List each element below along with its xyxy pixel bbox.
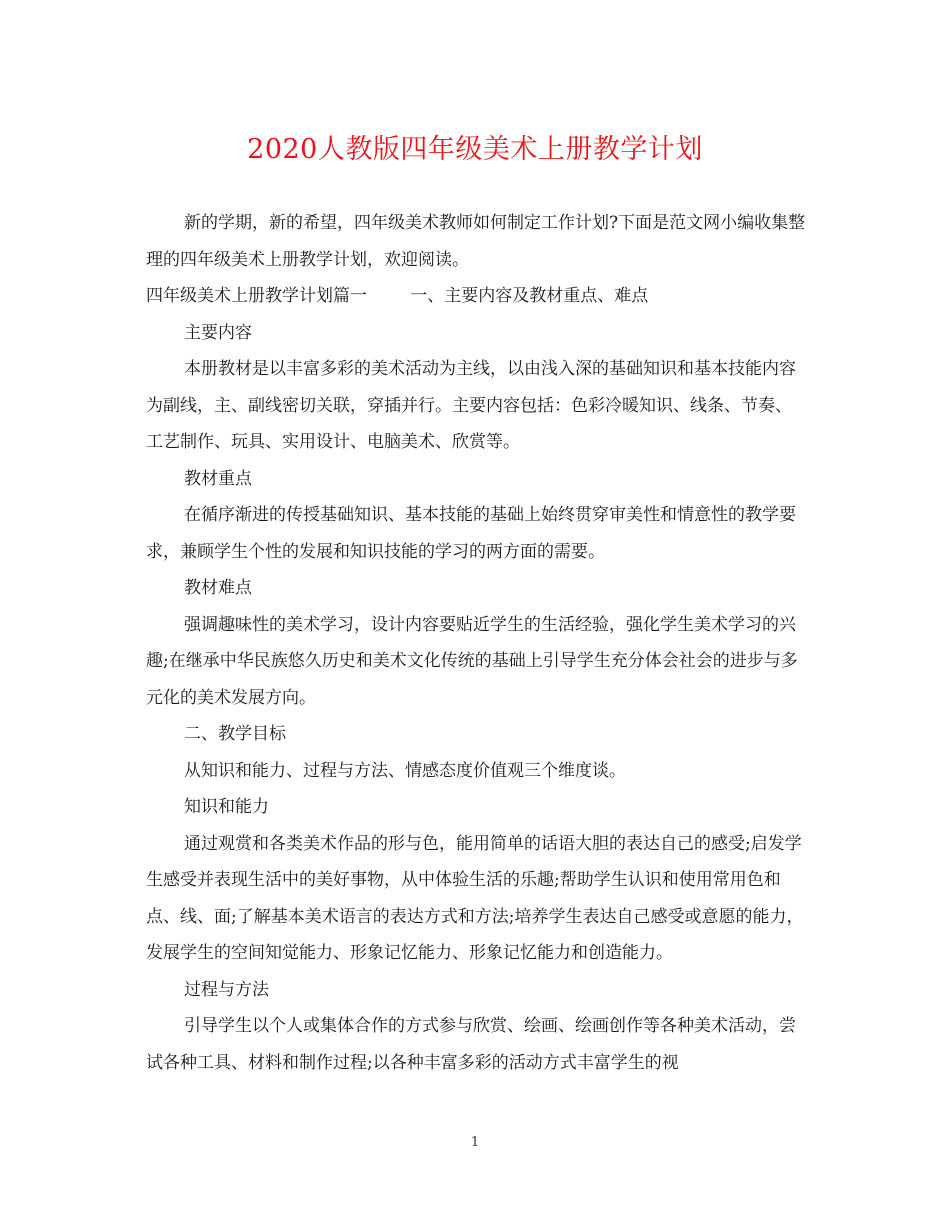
document-title: 2020人教版四年级美术上册教学计划 <box>247 134 703 165</box>
page-number: 1 <box>470 1135 480 1150</box>
subheading-process-method: 过程与方法 <box>184 979 269 1000</box>
paragraph-difficulties: 强调趣味性的美术学习，设计内容要贴近学生的生活经验，强化学生美术学习的兴趣;在继承中华民族悠久历史和美术文化传统的基础上引导学生充分体会社会的进步与多元化的美术发展方向。 <box>146 614 798 708</box>
section-heading-plan-one: 四年级美术上册教学计划篇一 一、主要内容及教材重点、难点 <box>146 286 649 306</box>
paragraph-process-method: 引导学生以个人或集体合作的方式参与欣赏、绘画、绘画创作等各种美术活动，尝试各种工具、材料和制作过程;以各种丰富多彩的活动方式丰富学生的视 <box>146 1016 796 1073</box>
paragraph-three-dimensions: 从知识和能力、过程与方法、情感态度价值观三个维度谈。 <box>184 760 626 781</box>
document-body <box>146 205 806 1081</box>
paragraph-intro: 新的学期，新的希望，四年级美术教师如何制定工作计划?下面是范文网小编收集整理的四年级美术上册教学计划，欢迎阅读。 <box>146 213 806 270</box>
subheading-difficulties: 教材难点 <box>184 578 252 598</box>
subheading-main-content: 主要内容 <box>184 322 252 343</box>
paragraph-main-content: 本册教材是以丰富多彩的美术活动为主线，以由浅入深的基础知识和基本技能内容为副线，主、副线密切关联，穿插并行。主要内容包括：色彩冷暖知识、线条、节奏、工艺制作、玩具、实用设计、电脑美术、欣赏等。 <box>146 359 796 452</box>
subheading-knowledge-ability: 知识和能力 <box>184 797 269 817</box>
section-heading-teaching-goals: 二、教学目标 <box>184 724 286 744</box>
paragraph-knowledge-ability: 通过观赏和各类美术作品的形与色，能用简单的话语大胆的表达自己的感受;启发学生感受并表现生活中的美好事物，从中体验生活的乐趣;帮助学生认识和使用常用色和点、线、面;了解基本美术语言的表达方式和方法;培养学生表达自己感受或意愿的能力，发展学生的空间知觉能力、形象记忆能力、形象记忆能力和创造能力。 <box>146 833 804 963</box>
paragraph-key-points: 在循序渐进的传授基础知识、基本技能的基础上始终贯穿审美性和情意性的教学要求，兼顾学生个性的发展和知识技能的学习的两方面的需要。 <box>146 505 796 562</box>
subheading-key-points: 教材重点 <box>184 468 252 489</box>
